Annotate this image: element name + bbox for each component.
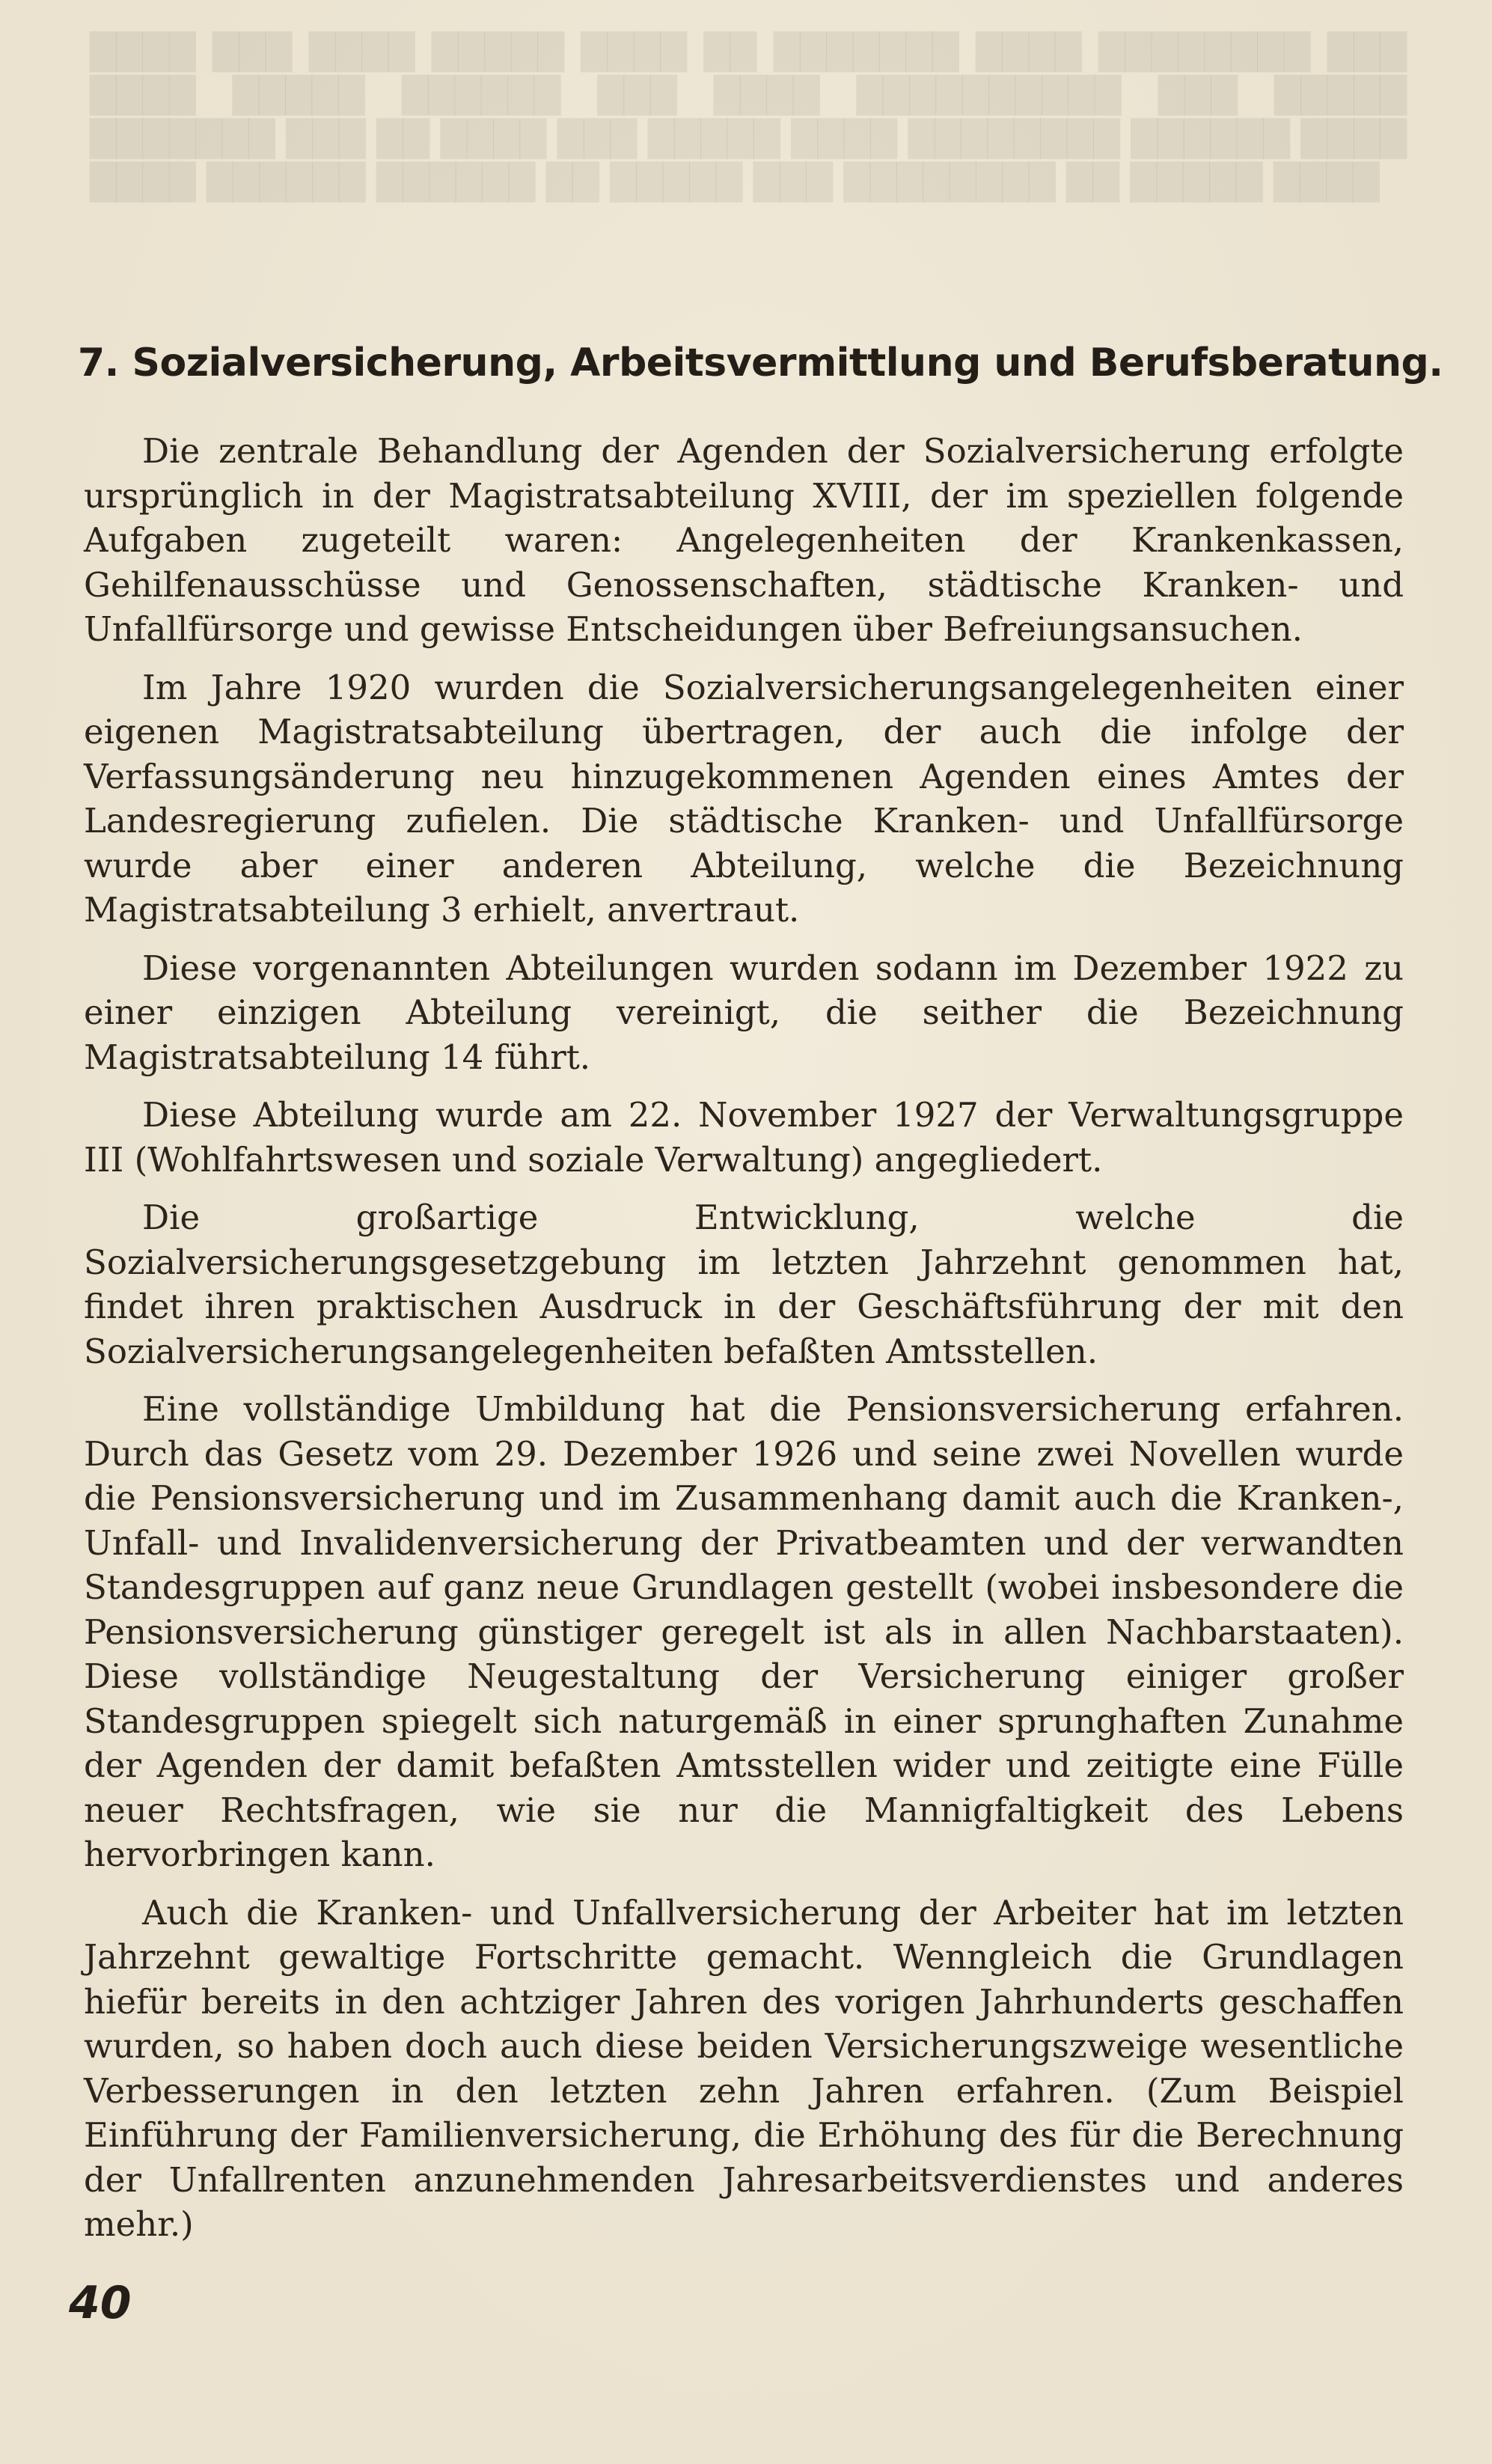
paragraph-7: Auch die Kranken- und Unfallversicherung der Arbeiter hat im letzten Jahrzehnt gewaltige Fortschritte gemacht. Wenngleich die Grundlagen hiefür bereits in den achtziger Jahren des vorigen Jahrhunderts geschaffen wurden, so haben doch auch diese beiden Versicherungszweige wesentliche Verbesserungen in den letzten zehn Jahren erfahren. (Zum Beispiel Einführung der Familienversicherung, die Erhöhung des für die Berechnung der Unfallrenten anzunehmenden Jahresarbeitsverdienstes und anderes mehr.) — [84, 1892, 1404, 2244]
paragraph-6: Eine vollständige Umbildung hat die Pensionsversicherung erfahren. Durch das Gesetz vom 29. Dezember 1926 und seine zwei Novellen wurde die Pensionsversicherung und im Zusammenhang damit auch die Kranken-, Unfall- und Invalidenversicherung der Privatbeamten und der verwandten Standesgruppen auf ganz neue Grundlagen gestellt (wobei insbesondere die Pensionsversicherung günstiger geregelt ist als in allen Nachbarstaaten). Diese vollständige Neugestaltung der Versicherung einiger großer Standesgruppen spiegelt sich naturgemäß in einer sprunghaften Zunahme der Agenden der damit befaßten Amtsstellen wider und zeitigte eine Fülle neuer Rechtsfragen, wie sie nur die Mannigfaltigkeit des Lebens hervorbringen kann. — [84, 1389, 1404, 1874]
paragraph-5: Die großartige Entwicklung, welche die Sozialversicherungsgesetzgebung im letzten Jahrzehnt genommen hat, findet ihren praktischen Ausdruck in der Geschäftsführung der mit den Sozialversicherungsangelegenheiten befaßten Amtsstellen. — [84, 1198, 1404, 1371]
page-content — [78, 341, 1443, 2260]
bleed-through-texture: ████ ███ ████ █████ ████ ██ ███████ ████ ████████ ███ ████ █████ ██████ ███ ████ ██████████ ███ █████ ███████ ███ ██ ████ ███ █████ ████ ████████ ██████ ████ ████ ██████ ██████ ██ █████ ███ ████████ ██ █████ ████ — [90, 31, 1407, 202]
paragraph-3: Diese vorgenannten Abteilungen wurden sodann im Dezember 1922 zu einer einzigen Abteilung vereinigt, die seither die Bezeichnung Magistratsabteilung 14 führt. — [84, 948, 1404, 1077]
paragraph-4: Diese Abteilung wurde am 22. November 1927 der Verwaltungsgruppe III (Wohlfahrtswesen und soziale Verwaltung) angegliedert. — [84, 1095, 1404, 1180]
paragraph-1: Die zentrale Behandlung der Agenden der Sozialversicherung erfolgte ursprünglich in der Magistratsabteilung XVIII, der im speziellen folgende Aufgaben zugeteilt waren: Angelegenheiten der Krankenkassen, Gehilfenausschüsse und Genossenschaften, städtische Kranken- und Unfallfürsorge und gewisse Entscheidungen über Befreiungsansuchen. — [84, 431, 1404, 649]
section-heading: 7. Sozialversicherung, Arbeitsvermittlung und Berufsberatung. — [78, 341, 1443, 385]
paragraph-2: Im Jahre 1920 wurden die Sozialversicherungsangelegenheiten einer eigenen Magistratsabteilung übertragen, der auch die infolge der Verfassungsänderung neu hinzugekommenen Agenden eines Amtes der Landesregierung zufielen. Die städtische Kranken- und Unfallfürsorge wurde aber einer anderen Abteilung, welche die Bezeichnung Magistratsabteilung 3 erhielt, anvertraut. — [84, 667, 1404, 930]
page-number: 40 — [69, 2277, 132, 2329]
